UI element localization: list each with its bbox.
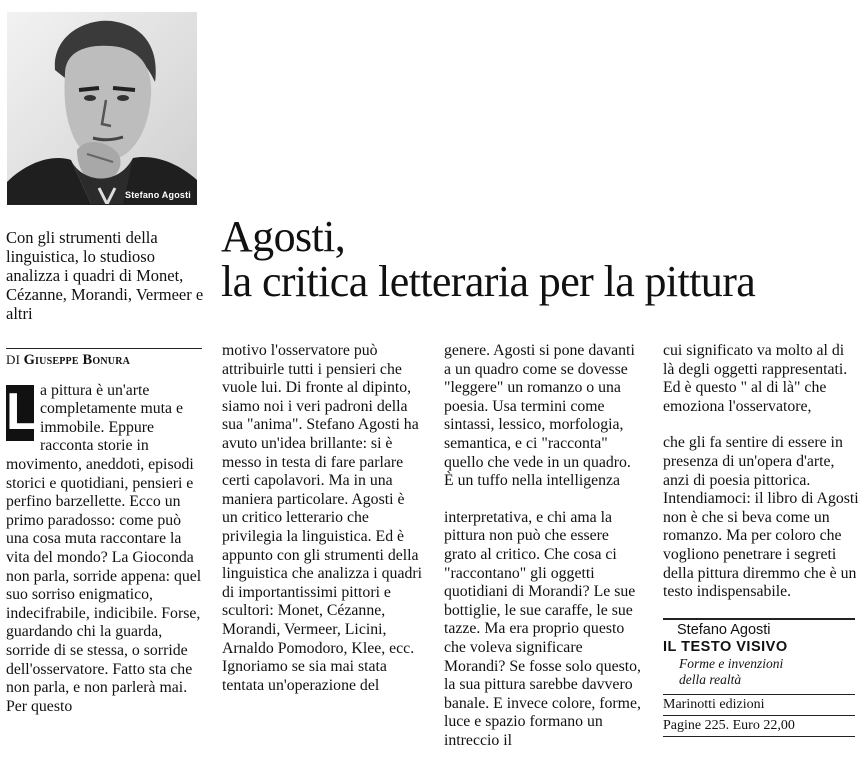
column-4-text-b: che gli fa sentire di essere in presenza di un'opera d'arte, anzi di poesia pittorica. Intendiamoci: il libro di Agosti non è che si beva come un romanzo. Ma per coloro che vogliono penetrare i segreti della pittura diremmo che è un testo indispensabile. [663, 434, 859, 601]
book-subtitle-line-1: Forme e invenzioni [679, 656, 784, 671]
article-headline [221, 214, 861, 304]
author-photo [7, 12, 197, 205]
headline-line-1: Agosti, [221, 212, 346, 261]
byline [6, 348, 202, 370]
book-title: IL TESTO VISIVO [663, 639, 788, 655]
article-column-1 [6, 348, 202, 716]
article-column-4 [663, 342, 859, 602]
book-price: Pagine 225. Euro 22,00 [663, 715, 855, 737]
column-3-text-b: interpretativa, e chi ama la pittura non può che essere grato al critico. Che cosa ci "raccontano" gli oggetti quotidiani di Morandi? Le sue bottiglie, le sue caraffe, le sue tazze. Ma era proprio questo che voleva significare Morandi? Se fosse solo questo, la sua pittura sarebbe davvero banale. E invece colore, forme, luce e spazio formano un intreccio il [444, 508, 641, 749]
book-subtitle-line-2: della realtà [679, 672, 742, 687]
book-info-box [663, 618, 855, 737]
column-1-text [6, 382, 202, 717]
column-1-body: a pittura è un'arte completamente muta e immobile. Eppure racconta storie in movimento, aneddoti, episodi storici e quotidiani, pensieri e perfino barzellette. Ecco un primo paradosso: come può una cosa muta raccontare la vita del mondo? La Gioconda non parla, sorride appena: quel suo sorriso enigmatico, indecifrabile, indicibile. Forse, guardando chi la guarda, sorride di se stessa, o sorride dell'osservatore. Fatto sta che non parla, e non parlerà mai. Per questo [6, 381, 202, 715]
book-author: Stefano Agosti [677, 622, 771, 638]
drop-cap: L [6, 382, 38, 441]
article-column-2 [222, 342, 422, 695]
column-4-text-a: cui significato va molto al di là degli oggetti rappresentati. Ed è questo " al di là" che emoziona l'osservatore, [663, 342, 848, 415]
byline-prefix: DI [6, 352, 21, 367]
article-subtitle: Con gli strumenti della linguistica, lo studioso analizza i quadri di Monet, Cézanne, Morandi, Vermeer e altri [6, 228, 204, 323]
book-subtitle [663, 655, 855, 694]
book-publisher: Marinotti edizioni [663, 694, 855, 715]
article-column-3 [444, 342, 642, 750]
portrait-image [7, 12, 197, 204]
byline-author: Giuseppe Bonura [23, 352, 131, 368]
headline-line-2: la critica letteraria per la pittura [221, 257, 756, 306]
column-3-text-a: genere. Agosti si pone davanti a un quadro come se dovesse "leggere" un romanzo o una poesia. Usa termini come sintassi, lessico, morfologia, semantica, e ci "racconta" quello che vede in un quadro. È un tuffo nella intelligenza [444, 342, 635, 490]
column-2-text: motivo l'osservatore può attribuirle tutti i pensieri che vuole lui. Di fronte al dipinto, siamo noi i veri padroni della sua "anima". Stefano Agosti ha avuto un'idea brillante: si è messo in testa di fare parlare certi capolavori. Ma in una maniera particolare. Agosti è un critico letterario che privilegia la linguistica. Ed è appunto con gli strumenti della linguistica che analizza i quadri di importantissimi pittori e scultori: Monet, Cézanne, Morandi, Vermeer, Licini, Arnaldo Pomodoro, Klee, ecc. Ignoriamo se sia mai stata tentata un'operazione del [222, 342, 423, 694]
photo-caption: Stefano Agosti [125, 190, 191, 200]
